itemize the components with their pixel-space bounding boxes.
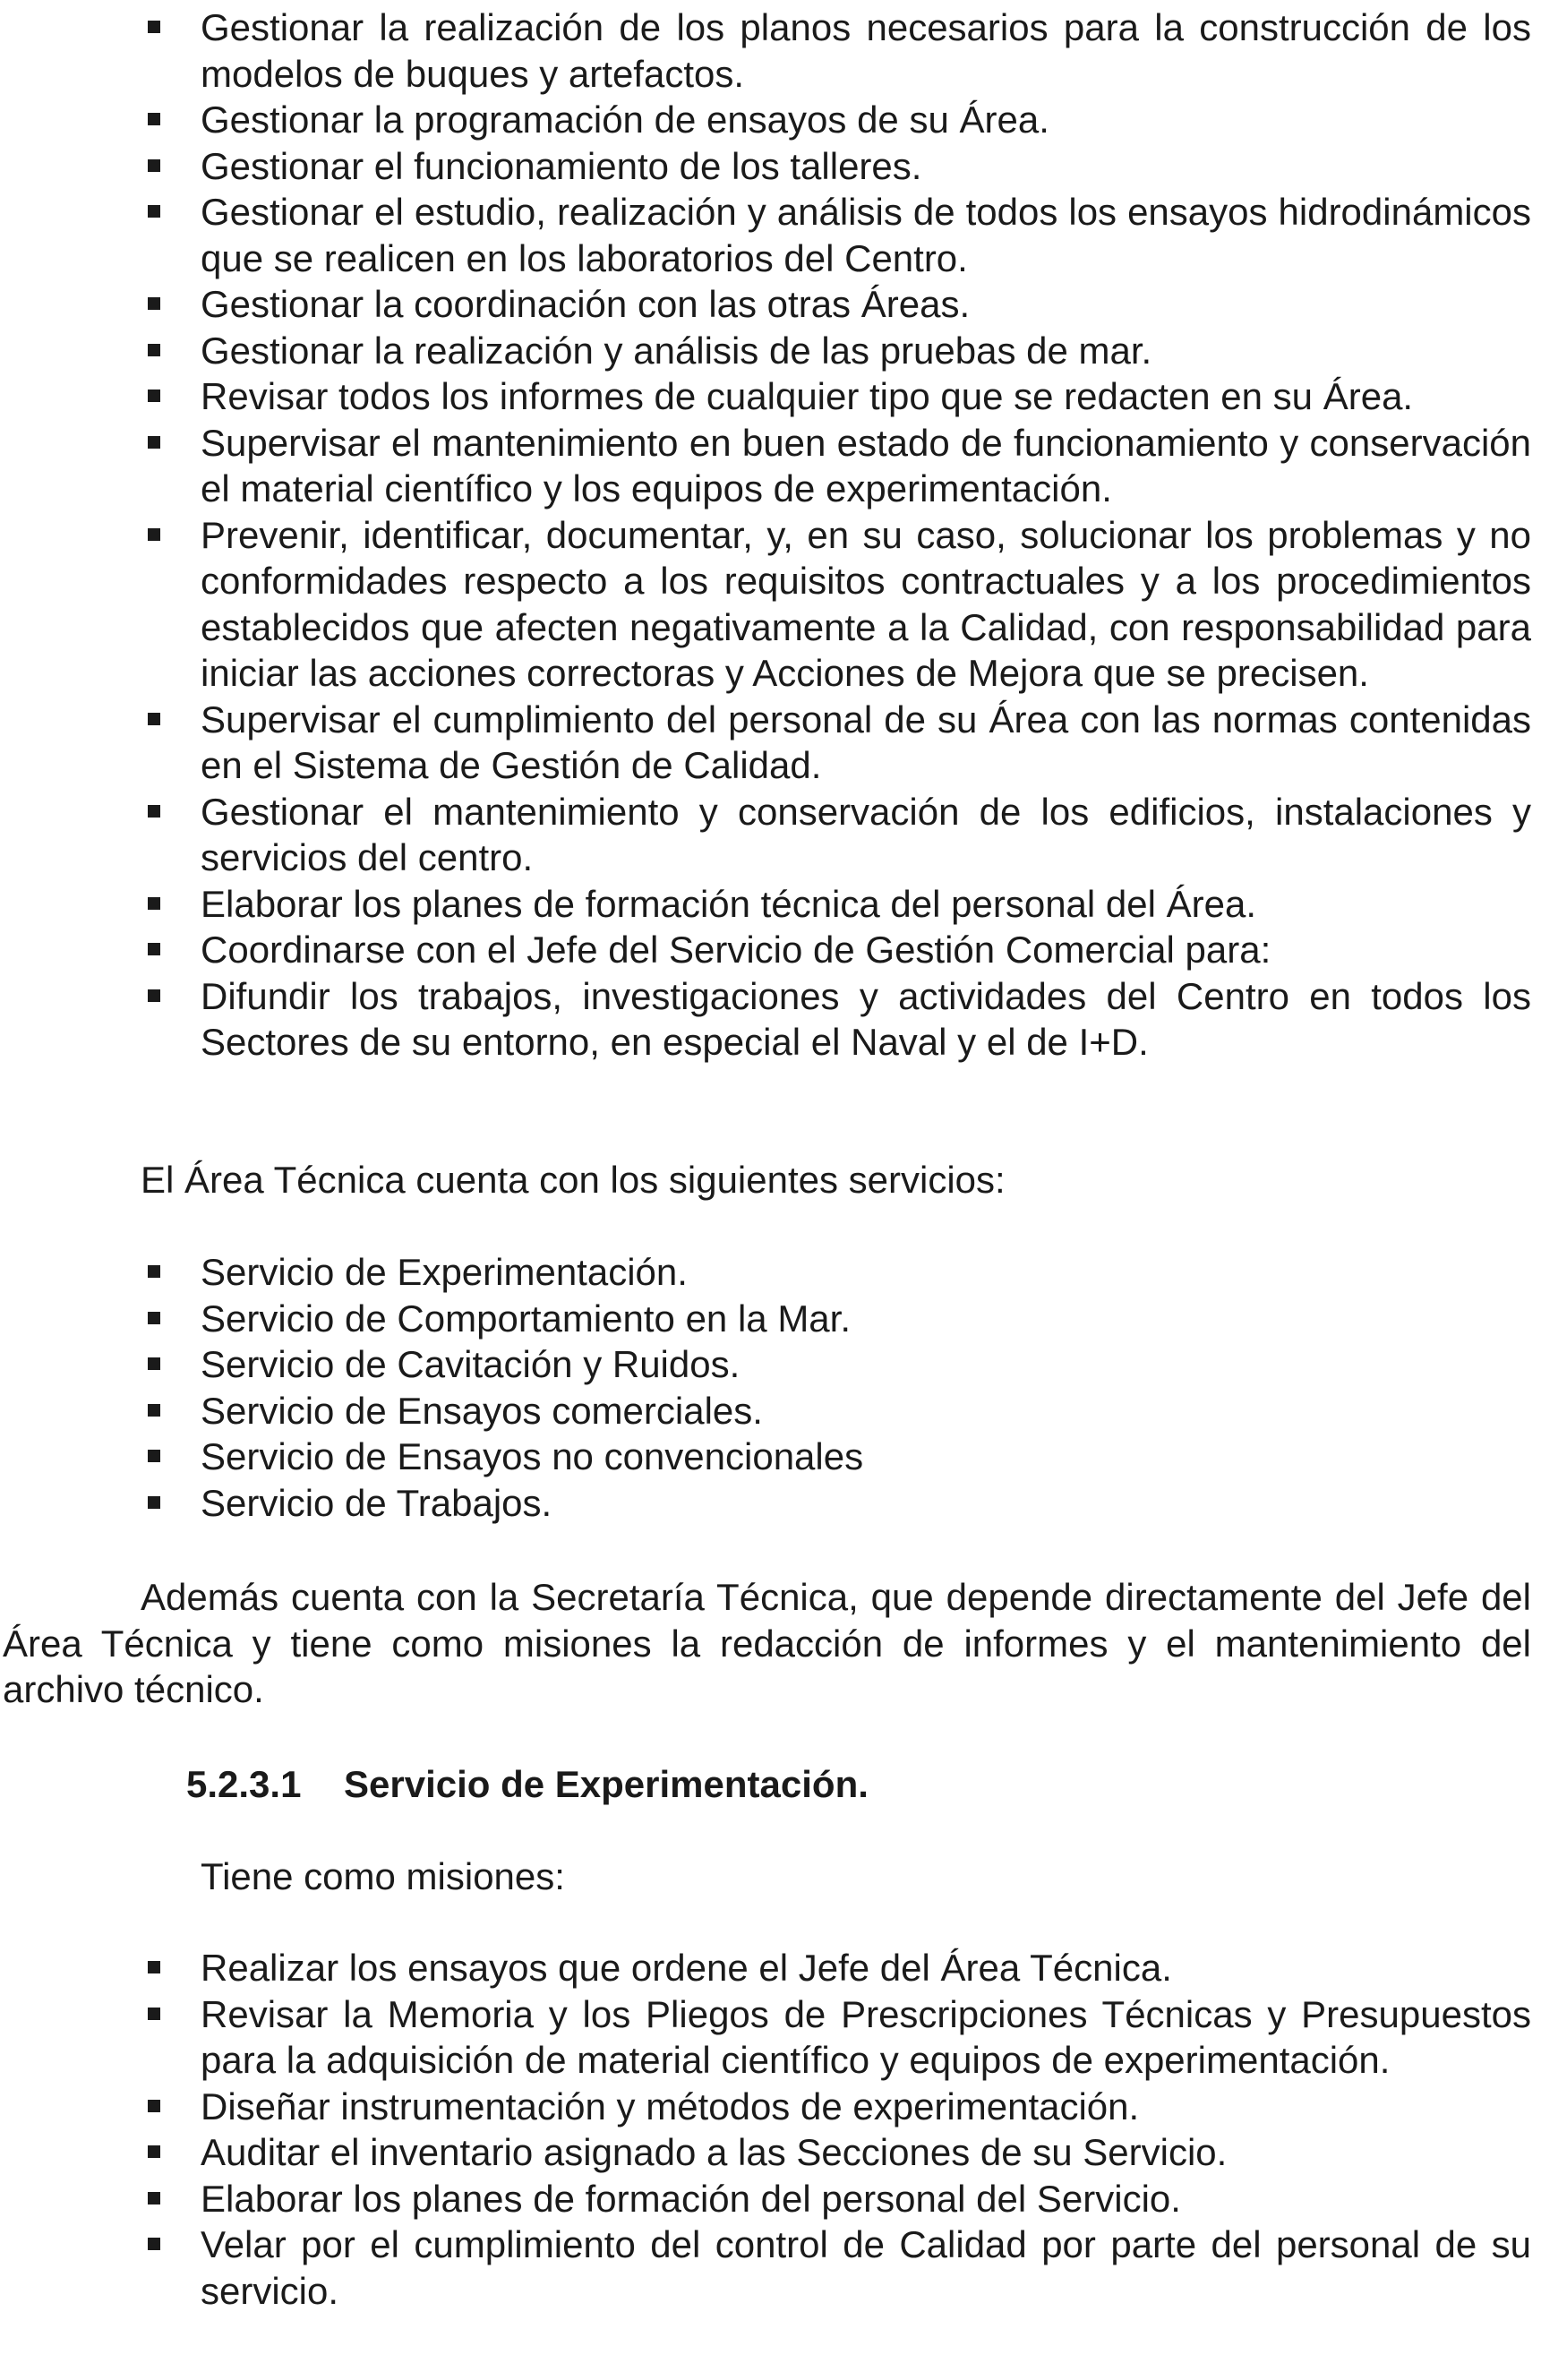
list-item: Revisar la Memoria y los Pliegos de Prescripciones Técnicas y Presupuestos para la adquisición de material científico y equipos de experimentación. bbox=[141, 1991, 1531, 2084]
list-item: Coordinarse con el Jefe del Servicio de Gestión Comercial para: bbox=[141, 927, 1531, 973]
square-bullet-icon bbox=[148, 113, 160, 125]
list-item: Servicio de Experimentación. bbox=[141, 1249, 1531, 1296]
square-bullet-icon bbox=[148, 436, 160, 449]
square-bullet-icon bbox=[148, 2145, 160, 2158]
list-item: Diseñar instrumentación y métodos de experimentación. bbox=[141, 2084, 1531, 2130]
section-intro: Tiene como misiones: bbox=[201, 1855, 565, 1897]
square-bullet-icon bbox=[148, 989, 160, 1002]
list-item: Supervisar el mantenimiento en buen estado de funcionamiento y conservación el material científico y los equipos de experimentación. bbox=[141, 420, 1531, 512]
square-bullet-icon bbox=[148, 159, 160, 172]
square-bullet-icon bbox=[148, 21, 160, 33]
list-item: Realizar los ensayos que ordene el Jefe del Área Técnica. bbox=[141, 1945, 1531, 1991]
list-item: Velar por el cumplimiento del control de Calidad por parte del personal de su servicio. bbox=[141, 2222, 1531, 2314]
square-bullet-icon bbox=[148, 390, 160, 402]
list-item: Servicio de Trabajos. bbox=[141, 1480, 1531, 1527]
square-bullet-icon bbox=[148, 205, 160, 218]
services-intro: El Área Técnica cuenta con los siguientes servicios: bbox=[141, 1159, 1006, 1201]
square-bullet-icon bbox=[148, 805, 160, 818]
services-list bbox=[141, 1249, 1531, 1526]
square-bullet-icon bbox=[148, 1357, 160, 1370]
missions-list bbox=[141, 1945, 1531, 2314]
square-bullet-icon bbox=[148, 1450, 160, 1462]
square-bullet-icon bbox=[148, 897, 160, 910]
list-item: Gestionar la programación de ensayos de su Área. bbox=[141, 97, 1531, 143]
section-number: 5.2.3.1 bbox=[186, 1763, 302, 1805]
square-bullet-icon bbox=[148, 943, 160, 955]
square-bullet-icon bbox=[148, 713, 160, 725]
square-bullet-icon bbox=[148, 2192, 160, 2204]
square-bullet-icon bbox=[148, 344, 160, 356]
list-item: Prevenir, identificar, documentar, y, en su caso, solucionar los problemas y no conformidades respecto a los requisitos contractuales y a los procedimientos establecidos que afecten negativamente a la Calidad, con responsabilidad para iniciar las acciones correctoras y Acciones de Mejora que se precisen. bbox=[141, 512, 1531, 697]
list-item: Gestionar el estudio, realización y análisis de todos los ensayos hidrodinámicos que se realicen en los laboratorios del Centro. bbox=[141, 189, 1531, 281]
list-item: Servicio de Ensayos no convencionales bbox=[141, 1434, 1531, 1480]
square-bullet-icon bbox=[148, 2238, 160, 2250]
square-bullet-icon bbox=[148, 1312, 160, 1324]
list-item: Gestionar la realización de los planos necesarios para la construcción de los modelos de buques y artefactos. bbox=[141, 4, 1531, 97]
list-item: Servicio de Comportamiento en la Mar. bbox=[141, 1296, 1531, 1342]
list-item: Servicio de Cavitación y Ruidos. bbox=[141, 1341, 1531, 1388]
list-item: Elaborar los planes de formación técnica del personal del Área. bbox=[141, 881, 1531, 928]
square-bullet-icon bbox=[148, 1404, 160, 1417]
list-item: Difundir los trabajos, investigaciones y actividades del Centro en todos los Sectores de su entorno, en especial el Naval y el de I+D. bbox=[141, 973, 1531, 1066]
square-bullet-icon bbox=[148, 1265, 160, 1278]
list-item: Supervisar el cumplimiento del personal de su Área con las normas contenidas en el Sistema de Gestión de Calidad. bbox=[141, 697, 1531, 789]
list-item: Gestionar el mantenimiento y conservación de los edificios, instalaciones y servicios del centro. bbox=[141, 789, 1531, 881]
square-bullet-icon bbox=[148, 1496, 160, 1509]
secretaria-paragraph: Además cuenta con la Secretaría Técnica, que depende directamente del Jefe del Área Técnica y tiene como misiones la redacción de informes y el mantenimiento del archivo técnico. bbox=[3, 1576, 1531, 1710]
list-item: Gestionar la realización y análisis de las pruebas de mar. bbox=[141, 328, 1531, 374]
square-bullet-icon bbox=[148, 528, 160, 541]
section-title: Servicio de Experimentación. bbox=[344, 1763, 869, 1805]
list-item: Gestionar el funcionamiento de los talleres. bbox=[141, 143, 1531, 190]
list-item: Revisar todos los informes de cualquier tipo que se redacten en su Área. bbox=[141, 373, 1531, 420]
list-item: Servicio de Ensayos comerciales. bbox=[141, 1388, 1531, 1434]
section-heading bbox=[186, 1761, 869, 1808]
square-bullet-icon bbox=[148, 297, 160, 310]
square-bullet-icon bbox=[148, 2008, 160, 2020]
square-bullet-icon bbox=[148, 1961, 160, 1973]
square-bullet-icon bbox=[148, 2100, 160, 2112]
responsibilities-list bbox=[141, 4, 1531, 1066]
list-item: Auditar el inventario asignado a las Secciones de su Servicio. bbox=[141, 2129, 1531, 2176]
list-item: Elaborar los planes de formación del personal del Servicio. bbox=[141, 2176, 1531, 2222]
list-item: Gestionar la coordinación con las otras Áreas. bbox=[141, 281, 1531, 328]
